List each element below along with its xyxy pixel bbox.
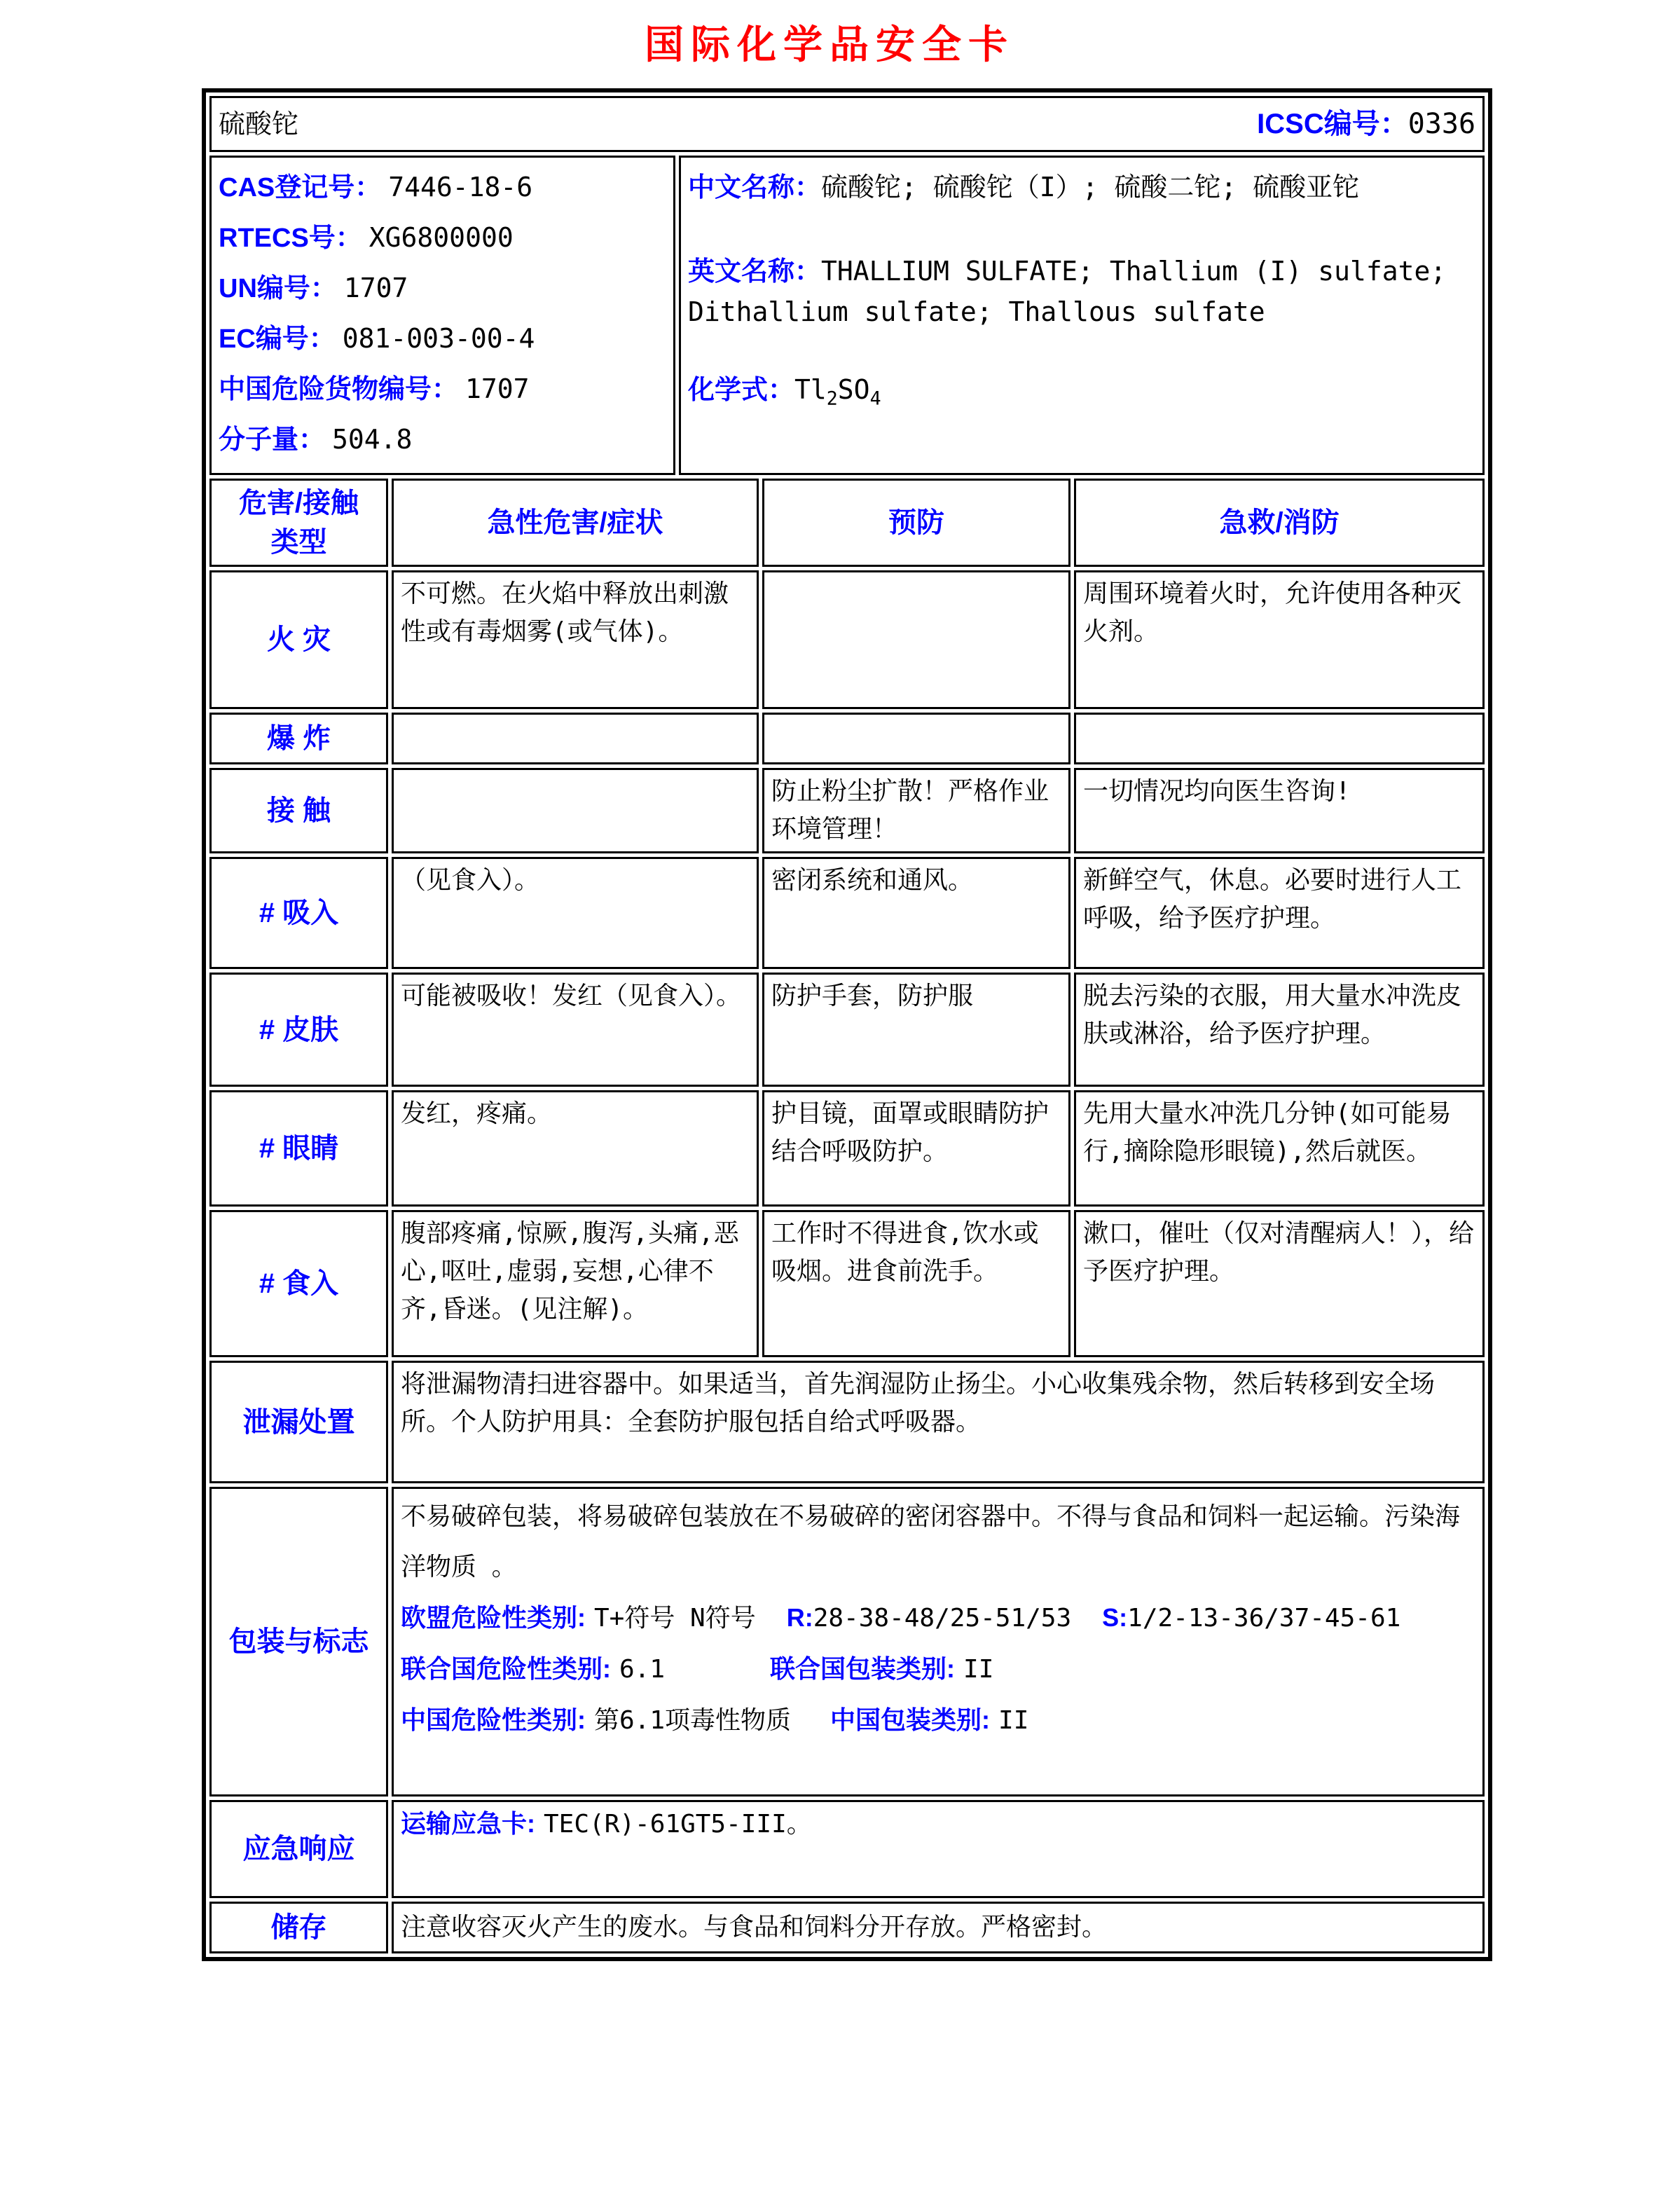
un-class-value: 6.1: [619, 1655, 666, 1684]
chemical-name: 硫酸铊: [219, 108, 299, 139]
ingestion-row-label: # 食入: [209, 1210, 388, 1357]
formula-subscript: 4: [869, 387, 881, 410]
contact-row-label: 接 触: [209, 768, 388, 853]
hazard-header-row: [209, 479, 1485, 567]
r-phrases-value: 28-38-48/25-51/53: [813, 1604, 1072, 1633]
hazard-header-prevention: 预防: [762, 479, 1071, 567]
un-pack-value: II: [963, 1655, 994, 1684]
contact-prevention: 防止粉尘扩散！严格作业环境管理！: [762, 768, 1071, 853]
eu-classification-line: [401, 1593, 1475, 1644]
inhalation-row-label: # 吸入: [209, 857, 388, 969]
identifier-value: 081-003-00-4: [342, 323, 535, 354]
hazard-row-fire: [209, 570, 1485, 709]
identifier-label: UN编号：: [219, 274, 337, 303]
un-class-label: 联合国危险性类别:: [401, 1654, 611, 1683]
hazard-header-type: [209, 479, 388, 567]
explosion-prevention: [762, 713, 1071, 764]
hazard-header-type-line1: 危害/接触: [238, 488, 359, 518]
explosion-symptoms: [392, 713, 759, 764]
chemical-formula: [688, 370, 1475, 413]
formula-label: 化学式：: [688, 376, 795, 405]
identifiers-cell: [209, 156, 675, 475]
un-pack-label: 联合国包装类别:: [770, 1654, 956, 1683]
skin-row-label: # 皮肤: [209, 973, 388, 1087]
identifier-rtecs: [219, 218, 666, 259]
cn-class-value: 第6.1项毒性物质: [594, 1706, 792, 1735]
eu-class-label: 欧盟危险性类别:: [401, 1603, 586, 1632]
identifier-mol-weight: [219, 420, 666, 460]
eu-class-value: T+符号 N符号: [594, 1604, 756, 1633]
name-bar: [219, 103, 1475, 145]
chinese-names-value: 硫酸铊; 硫酸铊（I）; 硫酸二铊; 硫酸亚铊: [821, 172, 1360, 202]
eyes-prevention: 护目镜，面罩或眼睛防护结合呼吸防护。: [762, 1090, 1071, 1207]
chinese-names: [688, 167, 1475, 208]
info-row: [209, 156, 1485, 475]
icsc-number: [1257, 103, 1475, 145]
identifier-un: [219, 268, 666, 309]
inhalation-firstaid: 新鲜空气，休息。必要时进行人工呼吸，给予医疗护理。: [1074, 857, 1485, 969]
identifier-cas: [219, 167, 666, 208]
formula-part: Tl: [794, 374, 827, 405]
identifier-label: CAS登记号：: [219, 173, 382, 202]
names-cell: [679, 156, 1485, 475]
spill-label: 泄漏处置: [209, 1361, 388, 1483]
r-phrases-label: R:: [786, 1603, 813, 1632]
name-cell: [209, 96, 1485, 152]
formula-value: [794, 374, 881, 410]
emergency-label: 应急响应: [209, 1800, 388, 1898]
hazard-row-ingestion: [209, 1210, 1485, 1357]
spill-row: [209, 1361, 1485, 1483]
cn-class-label: 中国危险性类别:: [401, 1705, 586, 1734]
storage-text: 注意收容灭火产生的废水。与食品和饲料分开存放。严格密封。: [392, 1902, 1485, 1953]
english-names: [688, 252, 1475, 332]
page-title: 国际化学品安全卡: [645, 22, 1014, 67]
identifier-value: XG6800000: [369, 222, 514, 253]
contact-symptoms: [392, 768, 759, 853]
transport-card-cell: [392, 1800, 1485, 1898]
explosion-row-label: 爆 炸: [209, 713, 388, 764]
cn-pack-value: II: [998, 1706, 1029, 1735]
hazard-header-type-line2: 类型: [270, 527, 327, 558]
explosion-firstaid: [1074, 713, 1485, 764]
fire-symptoms: 不可燃。在火焰中释放出刺激性或有毒烟雾(或气体)。: [392, 570, 759, 709]
name-row: [209, 96, 1485, 152]
packaging-row: [209, 1487, 1485, 1797]
identifier-label: RTECS号：: [219, 224, 362, 253]
identifier-label: 中国危险货物编号：: [219, 375, 459, 404]
packaging-label: 包装与标志: [209, 1487, 388, 1797]
s-phrases-label: S:: [1102, 1603, 1128, 1632]
english-names-label: 英文名称：: [688, 257, 822, 287]
cn-pack-label: 中国包装类别:: [830, 1705, 991, 1734]
ingestion-symptoms: 腹部疼痛,惊厥,腹泻,头痛,恶心,呕吐,虚弱,妄想,心律不齐,昏迷。(见注解)。: [392, 1210, 759, 1357]
skin-firstaid: 脱去污染的衣服，用大量水冲洗皮肤或淋浴，给予医疗护理。: [1074, 973, 1485, 1087]
eyes-row-label: # 眼睛: [209, 1090, 388, 1207]
storage-label: 储存: [209, 1902, 388, 1953]
skin-prevention: 防护手套，防护服: [762, 973, 1071, 1087]
inhalation-symptoms: （见食入）。: [392, 857, 759, 969]
packaging-cell: [392, 1487, 1485, 1797]
identifier-china-dg: [219, 369, 666, 410]
identifier-ec: [219, 319, 666, 359]
identifier-label: 分子量：: [219, 425, 326, 455]
english-names-value: THALLIUM SULFATE; Thallium (I) sulfate; Dithallium sulfate; Thallous sulfate: [688, 256, 1447, 327]
fire-prevention: [762, 570, 1071, 709]
storage-row: [209, 1902, 1485, 1953]
eyes-firstaid: 先用大量水冲洗几分钟(如可能易行,摘除隐形眼镜),然后就医。: [1074, 1090, 1485, 1207]
ingestion-prevention: 工作时不得进食,饮水或吸烟。进食前洗手。: [762, 1210, 1071, 1357]
packaging-text: 不易破碎包装，将易破碎包装放在不易破碎的密闭容器中。不得与食品和饲料一起运输。污染海洋物质 。: [401, 1502, 1461, 1581]
chinese-names-label: 中文名称：: [688, 173, 822, 202]
transport-card-label: 运输应急卡:: [401, 1809, 535, 1838]
emergency-row: [209, 1800, 1485, 1898]
hazard-row-skin: [209, 973, 1485, 1087]
inhalation-prevention: 密闭系统和通风。: [762, 857, 1071, 969]
eyes-symptoms: 发红，疼痛。: [392, 1090, 759, 1207]
icsc-label: ICSC编号：: [1257, 109, 1408, 139]
contact-firstaid: 一切情况均向医生咨询!: [1074, 768, 1485, 853]
identifier-value: 1707: [465, 373, 530, 404]
hazard-row-explosion: [209, 713, 1485, 764]
identifier-value: 504.8: [332, 424, 413, 455]
un-classification-line: [401, 1644, 1475, 1695]
s-phrases-value: 1/2-13-36/37-45-61: [1127, 1604, 1401, 1633]
identifier-value: 1707: [343, 273, 408, 303]
cn-classification-line: [401, 1695, 1475, 1746]
identifier-label: EC编号：: [219, 324, 336, 354]
icsc-value: 0336: [1407, 108, 1476, 140]
identifier-value: 7446-18-6: [388, 172, 533, 202]
hazard-header-symptoms: 急性危害/症状: [392, 479, 759, 567]
hazard-row-eyes: [209, 1090, 1485, 1207]
spill-text: 将泄漏物清扫进容器中。如果适当，首先润湿防止扬尘。小心收集残余物，然后转移到安全场所。个人防护用具：全套防护服包括自给式呼吸器。: [392, 1361, 1485, 1483]
hazard-row-contact: [209, 768, 1485, 853]
fire-row-label: 火 灾: [209, 570, 388, 709]
ingestion-firstaid: 漱口，催吐（仅对清醒病人！），给予医疗护理。: [1074, 1210, 1485, 1357]
skin-symptoms: 可能被吸收！发红（见食入）。: [392, 973, 759, 1087]
fire-firstaid: 周围环境着火时，允许使用各种灭火剂。: [1074, 570, 1485, 709]
icsc-card-table: [202, 88, 1492, 1961]
formula-subscript: 2: [826, 387, 838, 410]
transport-card-value: TEC(R)-61GT5-III。: [544, 1810, 812, 1839]
formula-part: SO: [837, 374, 870, 405]
hazard-row-inhalation: [209, 857, 1485, 969]
hazard-header-firstaid: 急救/消防: [1074, 479, 1485, 567]
